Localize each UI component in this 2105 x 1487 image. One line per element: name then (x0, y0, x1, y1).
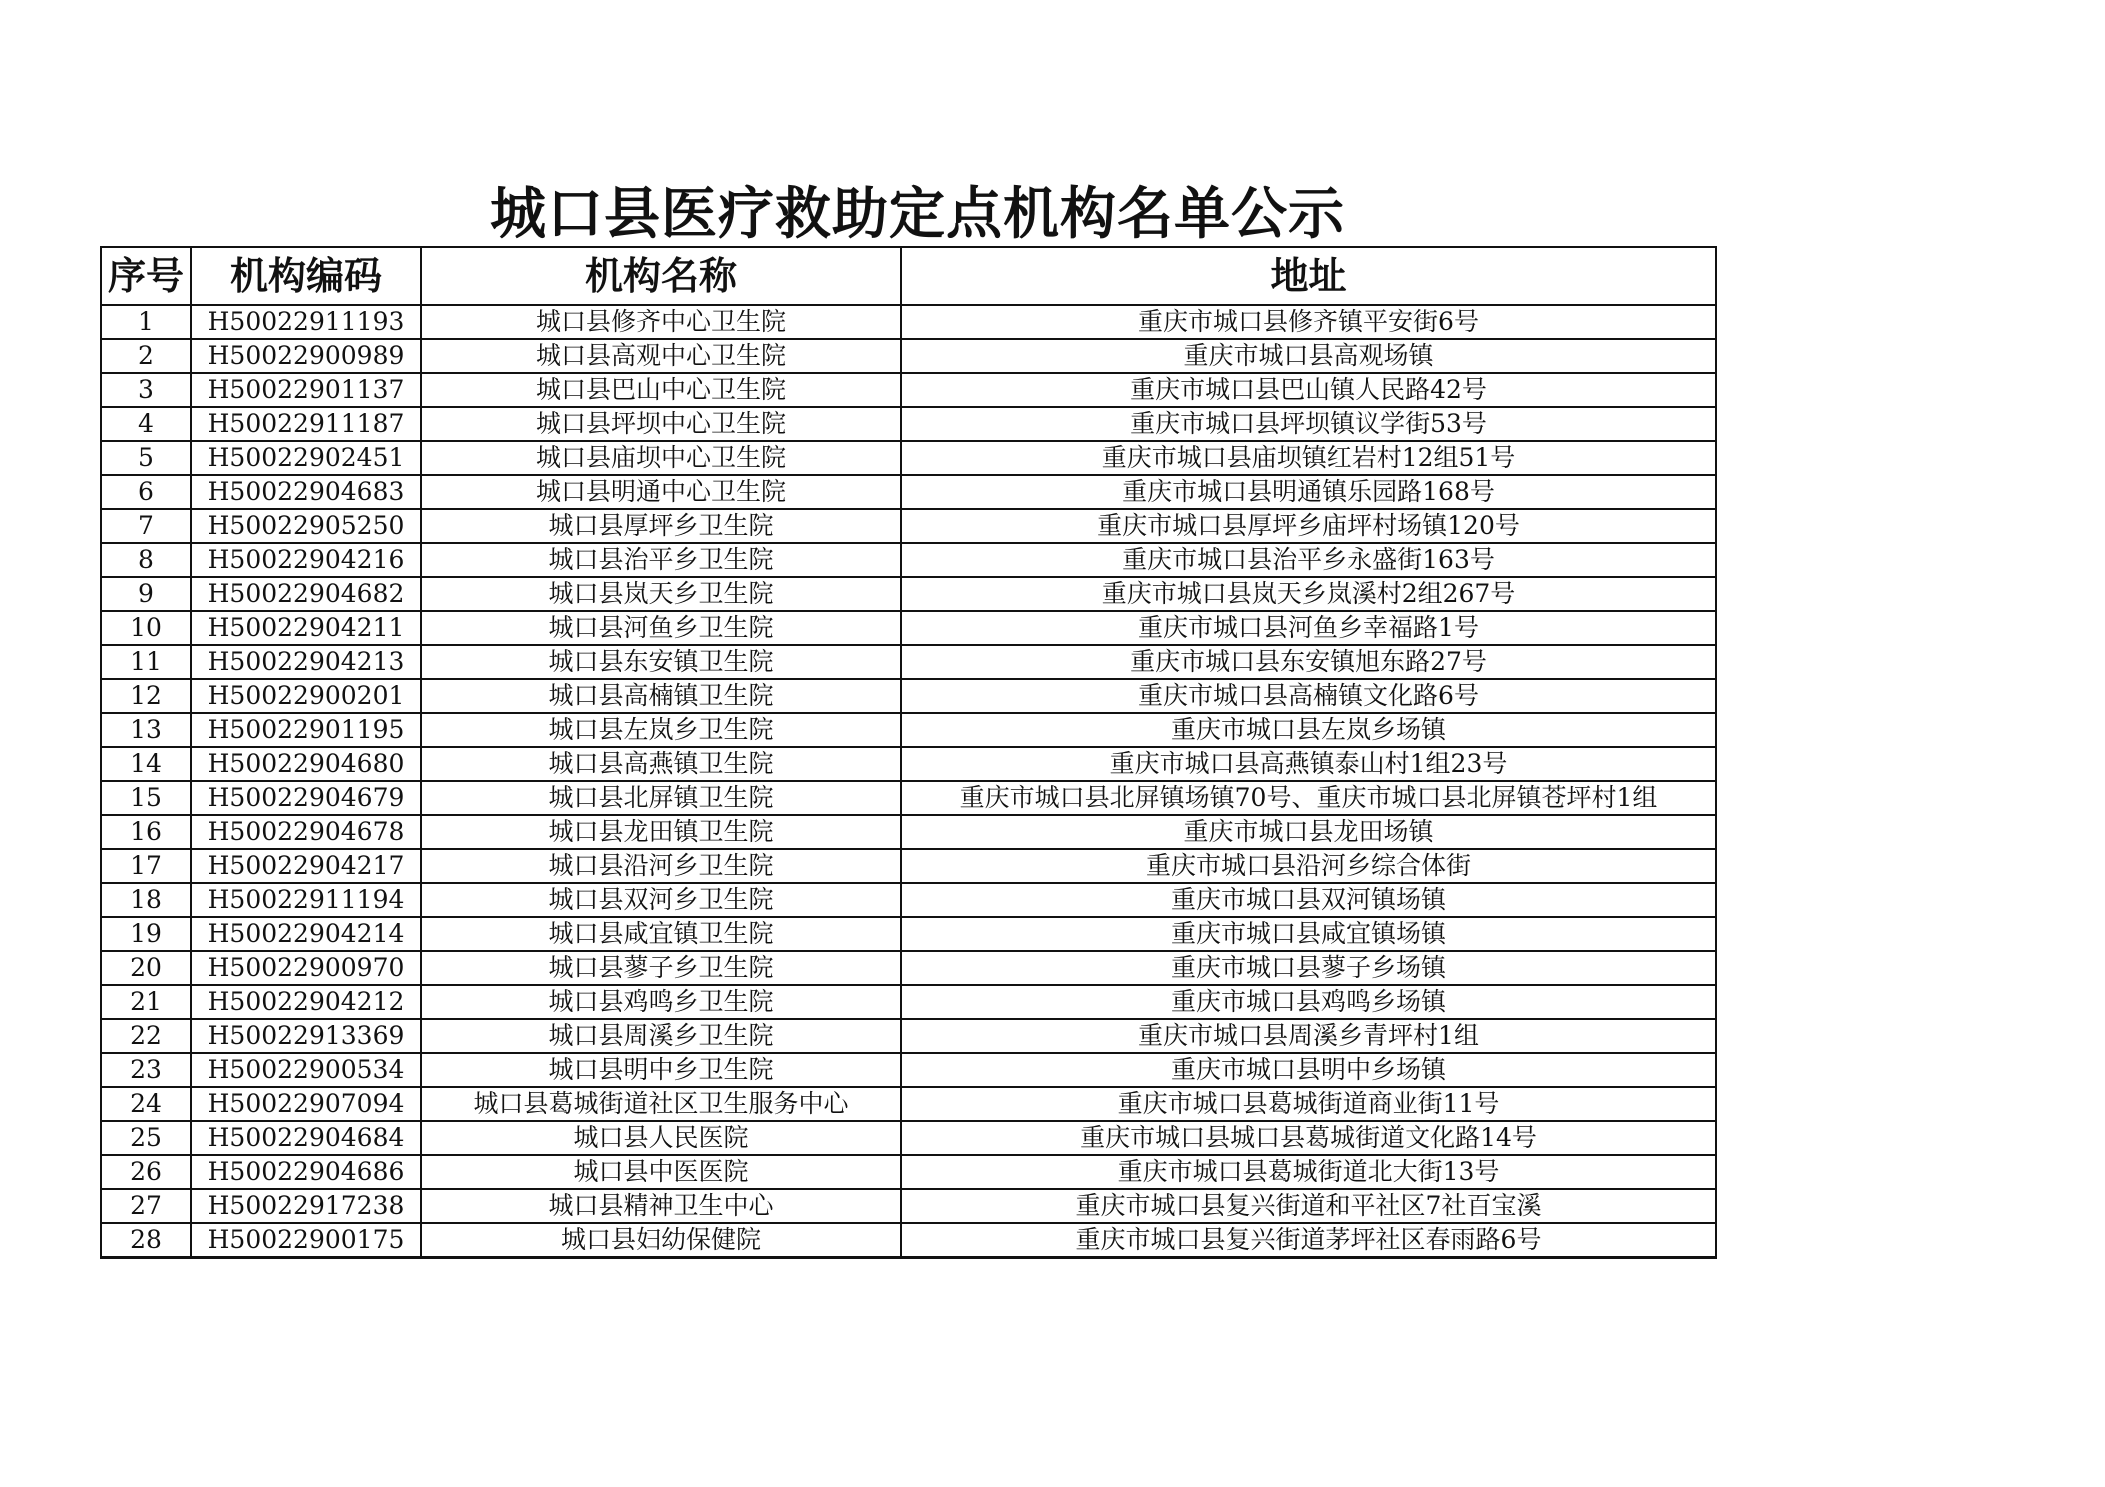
cell-name: 城口县北屏镇卫生院 (421, 781, 901, 815)
cell-name: 城口县龙田镇卫生院 (421, 815, 901, 849)
cell-address: 重庆市城口县沿河乡综合体街 (901, 849, 1716, 883)
cell-code: H50022902451 (191, 441, 421, 475)
cell-code: H50022904686 (191, 1155, 421, 1189)
table-row (101, 1223, 1716, 1258)
cell-name: 城口县鸡鸣乡卫生院 (421, 985, 901, 1019)
table-row (101, 747, 1716, 781)
cell-code: H50022904212 (191, 985, 421, 1019)
table-row (101, 849, 1716, 883)
cell-address: 重庆市城口县高燕镇泰山村1组23号 (901, 747, 1716, 781)
cell-seq: 11 (101, 645, 191, 679)
cell-address: 重庆市城口县鸡鸣乡场镇 (901, 985, 1716, 1019)
cell-seq: 6 (101, 475, 191, 509)
cell-name: 城口县修齐中心卫生院 (421, 305, 901, 339)
table-row (101, 815, 1716, 849)
cell-seq: 12 (101, 679, 191, 713)
cell-name: 城口县高燕镇卫生院 (421, 747, 901, 781)
cell-name: 城口县庙坝中心卫生院 (421, 441, 901, 475)
cell-code: H50022900534 (191, 1053, 421, 1087)
cell-address: 重庆市城口县巴山镇人民路42号 (901, 373, 1716, 407)
table-row (101, 883, 1716, 917)
cell-seq: 22 (101, 1019, 191, 1053)
cell-name: 城口县沿河乡卫生院 (421, 849, 901, 883)
cell-name: 城口县葛城街道社区卫生服务中心 (421, 1087, 901, 1121)
cell-code: H50022904683 (191, 475, 421, 509)
cell-code: H50022904678 (191, 815, 421, 849)
cell-name: 城口县岚天乡卫生院 (421, 577, 901, 611)
cell-name: 城口县咸宜镇卫生院 (421, 917, 901, 951)
header-seq: 序号 (101, 247, 191, 305)
cell-name: 城口县明中乡卫生院 (421, 1053, 901, 1087)
cell-code: H50022911187 (191, 407, 421, 441)
table-row (101, 985, 1716, 1019)
cell-seq: 9 (101, 577, 191, 611)
cell-address: 重庆市城口县龙田场镇 (901, 815, 1716, 849)
table-row (101, 475, 1716, 509)
cell-seq: 14 (101, 747, 191, 781)
cell-code: H50022900970 (191, 951, 421, 985)
cell-address: 重庆市城口县咸宜镇场镇 (901, 917, 1716, 951)
table-row (101, 339, 1716, 373)
cell-address: 重庆市城口县双河镇场镇 (901, 883, 1716, 917)
cell-seq: 4 (101, 407, 191, 441)
cell-name: 城口县人民医院 (421, 1121, 901, 1155)
cell-seq: 8 (101, 543, 191, 577)
cell-code: H50022904682 (191, 577, 421, 611)
table-row (101, 407, 1716, 441)
cell-address: 重庆市城口县东安镇旭东路27号 (901, 645, 1716, 679)
table-body (101, 305, 1716, 1258)
cell-seq: 1 (101, 305, 191, 339)
table-row (101, 441, 1716, 475)
cell-seq: 21 (101, 985, 191, 1019)
cell-address: 重庆市城口县城口县葛城街道文化路14号 (901, 1121, 1716, 1155)
cell-seq: 25 (101, 1121, 191, 1155)
cell-seq: 20 (101, 951, 191, 985)
cell-code: H50022900175 (191, 1223, 421, 1258)
table-row (101, 951, 1716, 985)
table-row (101, 679, 1716, 713)
cell-address: 重庆市城口县修齐镇平安街6号 (901, 305, 1716, 339)
cell-seq: 3 (101, 373, 191, 407)
cell-seq: 18 (101, 883, 191, 917)
cell-seq: 26 (101, 1155, 191, 1189)
table-row (101, 1155, 1716, 1189)
cell-seq: 15 (101, 781, 191, 815)
cell-seq: 16 (101, 815, 191, 849)
cell-seq: 10 (101, 611, 191, 645)
cell-address: 重庆市城口县庙坝镇红岩村12组51号 (901, 441, 1716, 475)
cell-name: 城口县明通中心卫生院 (421, 475, 901, 509)
cell-address: 重庆市城口县河鱼乡幸福路1号 (901, 611, 1716, 645)
cell-name: 城口县厚坪乡卫生院 (421, 509, 901, 543)
cell-name: 城口县双河乡卫生院 (421, 883, 901, 917)
cell-address: 重庆市城口县左岚乡场镇 (901, 713, 1716, 747)
table-header-row (101, 247, 1716, 305)
institution-table (100, 246, 1717, 1259)
cell-seq: 17 (101, 849, 191, 883)
cell-name: 城口县巴山中心卫生院 (421, 373, 901, 407)
cell-seq: 27 (101, 1189, 191, 1223)
cell-name: 城口县治平乡卫生院 (421, 543, 901, 577)
cell-code: H50022917238 (191, 1189, 421, 1223)
cell-address: 重庆市城口县高楠镇文化路6号 (901, 679, 1716, 713)
cell-seq: 5 (101, 441, 191, 475)
cell-name: 城口县东安镇卫生院 (421, 645, 901, 679)
cell-name: 城口县高观中心卫生院 (421, 339, 901, 373)
header-address: 地址 (901, 247, 1716, 305)
document-title: 城口县医疗救助定点机构名单公示 (490, 182, 1345, 247)
cell-seq: 28 (101, 1223, 191, 1258)
cell-address: 重庆市城口县复兴街道茅坪社区春雨路6号 (901, 1223, 1716, 1258)
table-row (101, 611, 1716, 645)
cell-name: 城口县妇幼保健院 (421, 1223, 901, 1258)
cell-code: H50022904213 (191, 645, 421, 679)
table-row (101, 509, 1716, 543)
table-row (101, 1121, 1716, 1155)
cell-address: 重庆市城口县复兴街道和平社区7社百宝溪 (901, 1189, 1716, 1223)
cell-code: H50022904217 (191, 849, 421, 883)
table-row (101, 645, 1716, 679)
cell-address: 重庆市城口县北屏镇场镇70号、重庆市城口县北屏镇苍坪村1组 (901, 781, 1716, 815)
cell-code: H50022904684 (191, 1121, 421, 1155)
cell-code: H50022901195 (191, 713, 421, 747)
cell-code: H50022904680 (191, 747, 421, 781)
cell-address: 重庆市城口县葛城街道商业街11号 (901, 1087, 1716, 1121)
cell-code: H50022904216 (191, 543, 421, 577)
cell-address: 重庆市城口县明通镇乐园路168号 (901, 475, 1716, 509)
table-row (101, 305, 1716, 339)
cell-address: 重庆市城口县高观场镇 (901, 339, 1716, 373)
table-row (101, 577, 1716, 611)
cell-seq: 23 (101, 1053, 191, 1087)
header-code: 机构编码 (191, 247, 421, 305)
table-row (101, 1087, 1716, 1121)
table-row (101, 1019, 1716, 1053)
cell-seq: 7 (101, 509, 191, 543)
cell-address: 重庆市城口县厚坪乡庙坪村场镇120号 (901, 509, 1716, 543)
cell-code: H50022905250 (191, 509, 421, 543)
cell-code: H50022907094 (191, 1087, 421, 1121)
cell-address: 重庆市城口县蓼子乡场镇 (901, 951, 1716, 985)
cell-address: 重庆市城口县坪坝镇议学街53号 (901, 407, 1716, 441)
table-row (101, 917, 1716, 951)
cell-address: 重庆市城口县岚天乡岚溪村2组267号 (901, 577, 1716, 611)
table-row (101, 373, 1716, 407)
cell-code: H50022913369 (191, 1019, 421, 1053)
header-name: 机构名称 (421, 247, 901, 305)
cell-name: 城口县中医医院 (421, 1155, 901, 1189)
cell-code: H50022904214 (191, 917, 421, 951)
cell-name: 城口县周溪乡卫生院 (421, 1019, 901, 1053)
cell-seq: 19 (101, 917, 191, 951)
cell-code: H50022911194 (191, 883, 421, 917)
cell-name: 城口县坪坝中心卫生院 (421, 407, 901, 441)
cell-name: 城口县蓼子乡卫生院 (421, 951, 901, 985)
table-row (101, 1053, 1716, 1087)
table-row (101, 713, 1716, 747)
cell-code: H50022904679 (191, 781, 421, 815)
cell-seq: 2 (101, 339, 191, 373)
cell-code: H50022900201 (191, 679, 421, 713)
table-row (101, 1189, 1716, 1223)
cell-name: 城口县左岚乡卫生院 (421, 713, 901, 747)
table-row (101, 781, 1716, 815)
cell-name: 城口县河鱼乡卫生院 (421, 611, 901, 645)
cell-address: 重庆市城口县周溪乡青坪村1组 (901, 1019, 1716, 1053)
cell-code: H50022911193 (191, 305, 421, 339)
cell-code: H50022904211 (191, 611, 421, 645)
cell-seq: 13 (101, 713, 191, 747)
cell-address: 重庆市城口县治平乡永盛街163号 (901, 543, 1716, 577)
cell-address: 重庆市城口县葛城街道北大街13号 (901, 1155, 1716, 1189)
cell-code: H50022901137 (191, 373, 421, 407)
cell-name: 城口县精神卫生中心 (421, 1189, 901, 1223)
cell-address: 重庆市城口县明中乡场镇 (901, 1053, 1716, 1087)
table-row (101, 543, 1716, 577)
cell-code: H50022900989 (191, 339, 421, 373)
cell-name: 城口县高楠镇卫生院 (421, 679, 901, 713)
cell-seq: 24 (101, 1087, 191, 1121)
